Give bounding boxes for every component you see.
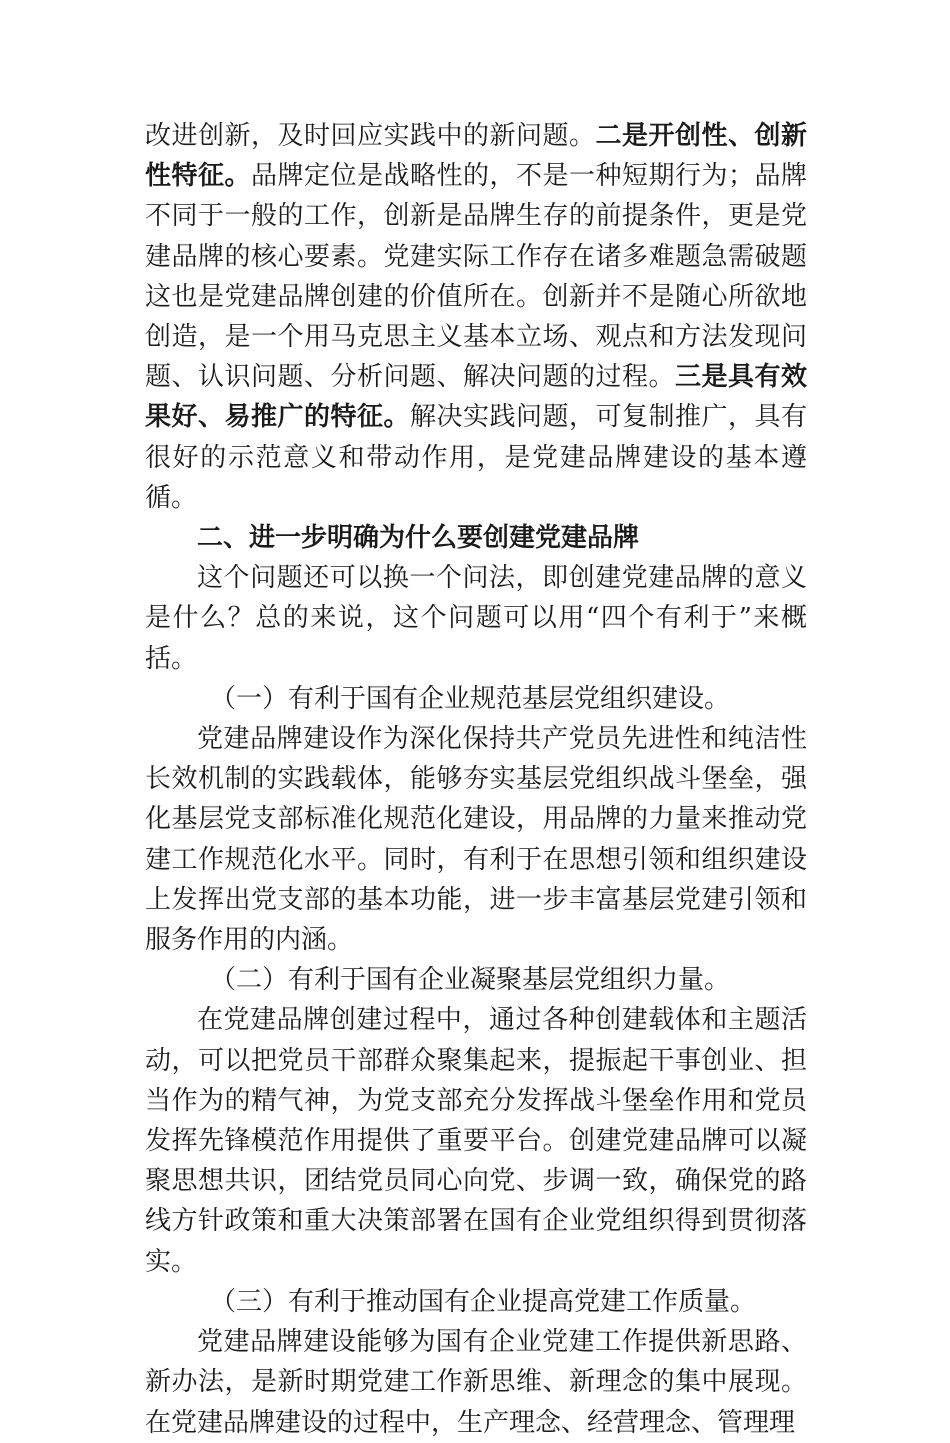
subheading-text: （一）有利于国有企业规范基层党组织建设。	[210, 683, 731, 714]
bold-text-run: 三是具有效果好、易推广的特征。	[145, 362, 807, 433]
text-run: 党建品牌建设作为深化保持共产党员先进性和纯洁性长效机制的实践载体，能够夯实基层党组织战斗堡垒，强化基层党支部标准化规范化建设，用品牌的力量来推动党建工作规范化水平。同时，有利于在思想引领和组织建设上发挥出党支部的基本功能，进一步丰富基层党建引领和服务作用的内涵。	[145, 724, 807, 956]
document-body	[145, 116, 807, 1443]
subsection-heading	[145, 960, 807, 1000]
heading-text: 二、进一步明确为什么要创建党建品牌	[197, 523, 640, 554]
text-run: 品牌定位是战略性的，不是一种短期行为；品牌不同于一般的工作，创新是品牌生存的前提条件，更是党建品牌的核心要素。党建实际工作存在诸多难题急需破题这也是党建品牌创建的价值所在。创新并不是随心所欲地创造，是一个用马克思主义基本立场、观点和方法发现问题、认识问题、分析问题、解决问题的过程。	[145, 161, 807, 393]
subsection-heading	[145, 1282, 807, 1322]
paragraph	[145, 1322, 807, 1443]
subheading-text: （二）有利于国有企业凝聚基层党组织力量。	[210, 965, 731, 996]
text-run: 在党建品牌创建过程中，通过各种创建载体和主题活动，可以把党员干部群众聚集起来，提振起干事创业、担当作为的精气神，为党支部充分发挥战斗堡垒作用和党员发挥先锋模范作用提供了重要平台。创建党建品牌可以凝聚思想共识，团结党员同心向党、步调一致，确保党的路线方针政策和重大决策部署在国有企业党组织得到贯彻落实。	[145, 1005, 807, 1277]
text-run: 党建品牌建设能够为国有企业党建工作提供新思路、新办法，是新时期党建工作新思维、新理念的集中展现。在党建品牌建设的过程中，生产理念、经营理念、管理理	[145, 1327, 807, 1438]
paragraph	[145, 1000, 807, 1281]
text-run: 解决实践问题，可复制推广，具有很好的示范意义和带动作用，是党建品牌建设的基本遵循。	[145, 402, 807, 513]
text-run: 这个问题还可以换一个问法，即创建党建品牌的意义是什么？总的来说，这个问题可以用“四个有利于”来概括。	[145, 563, 807, 674]
text-run: 改进创新，及时回应实践中的新问题。	[145, 121, 596, 151]
paragraph-continuation	[145, 116, 807, 518]
subheading-text: （三）有利于推动国有企业提高党建工作质量。	[210, 1286, 757, 1317]
paragraph	[145, 719, 807, 960]
subsection-heading	[145, 679, 807, 719]
bold-text-run: 二是开创性、创新性特征。	[145, 121, 807, 192]
section-heading	[145, 518, 807, 558]
paragraph	[145, 558, 807, 679]
